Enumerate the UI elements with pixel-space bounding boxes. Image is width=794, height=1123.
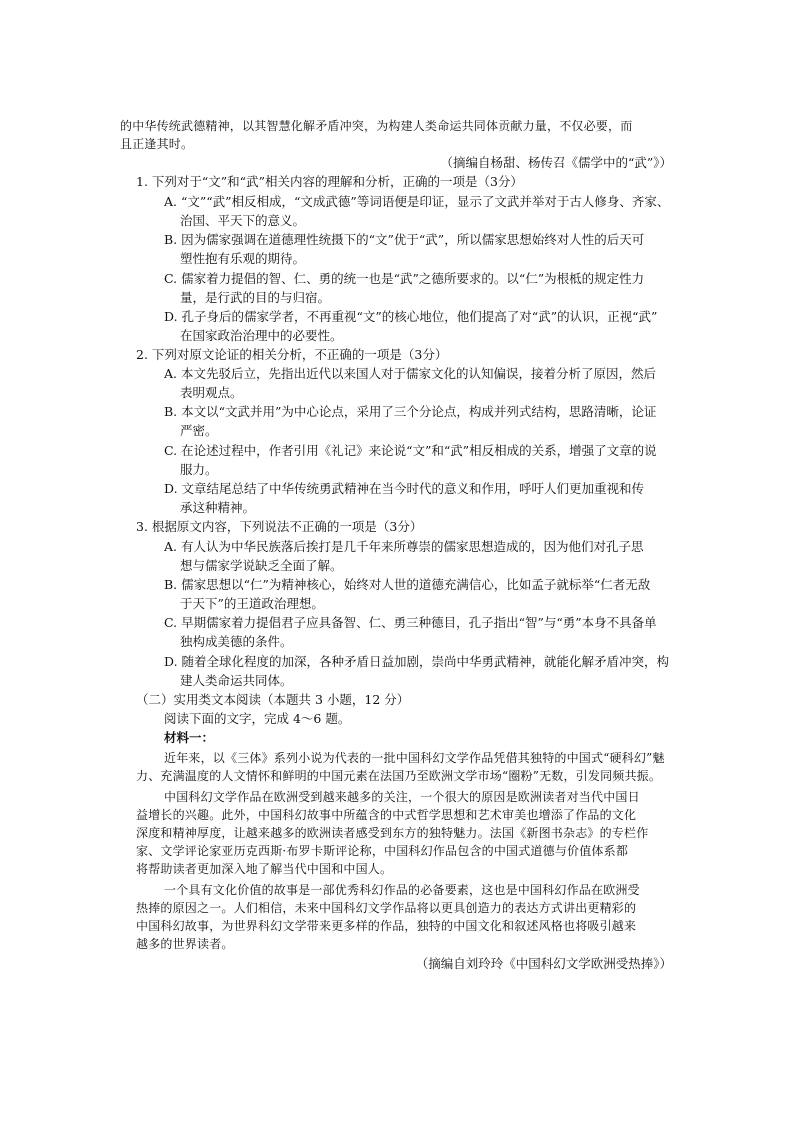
q3-option-a: A. 有人认为中华民族落后挨打是几千年来所尊崇的儒家思想造成的，因为他们对孔子思 <box>164 539 644 554</box>
q3-option-c: C. 早期儒家着力提倡君子应具备智、仁、勇三种德目，孔子指出“智”与“勇”本身不具备单 <box>164 615 657 630</box>
q2-option-b-cont: 严密。 <box>180 423 218 438</box>
q1-option-c: C. 儒家着力提倡的智、仁、勇的统一也是“武”之德所要求的。以“仁”为根柢的规定性力 <box>164 271 645 286</box>
material-1-p1-line-1: 近年来，以《三体》系列小说为代表的一批中国科幻文学作品凭借其独特的中国式“硬科幻”魅 <box>164 751 665 765</box>
q1-option-a: A. “文”“武”相反相成，“文成武德”等词语便是印证，显示了文武并举对于古人修身、齐家、 <box>164 194 670 209</box>
q3-option-c-cont: 独构成美德的条件。 <box>180 634 293 649</box>
q1-option-d: D. 孔子身后的儒家学者，不再重视“文”的核心地位，他们提高了对“武”的认识，正视“武” <box>164 309 658 324</box>
q3-option-a-cont: 想与儒家学说缺乏全面了解。 <box>180 558 343 573</box>
material-1-source: （摘编自刘玲玲《中国科幻文学欧洲受热捧》） <box>415 956 672 971</box>
q2-option-d: D. 文章结尾总结了中华传统勇武精神在当今时代的意义和作用，呼吁人们更加重视和传 <box>164 481 645 496</box>
material-1-p3-line-4: 越多的世界读者。 <box>136 937 234 951</box>
intro-source: （摘编自杨甜、杨传召《儒学中的“武”》） <box>440 155 672 170</box>
q1-option-a-cont: 治国、平天下的意义。 <box>180 213 306 228</box>
material-1-p3-line-3: 中国科幻故事，为世界科幻文学带来更多样的作品，独特的中国文化和叙述风格也将吸引越来 <box>136 919 637 933</box>
material-1-p2-line-2: 益增长的兴趣。此外，中国科幻故事中所蕴含的中式哲学思想和艺术审美也增添了作品的文化 <box>136 808 637 822</box>
question-1-stem: 1. 下列对于“文”和“武”相关内容的理解和分析，正确的一项是（3分） <box>136 174 523 189</box>
material-1-label: 材料一： <box>164 730 215 745</box>
intro-line-1: 的中华传统武德精神，以其智慧化解矛盾冲突，为构建人类命运共同体贡献力量，不仅必要，而 <box>120 119 633 133</box>
section-2-instruction: 阅读下面的文字，完成 4～6 题。 <box>164 711 351 726</box>
intro-line-2: 且正逢其时。 <box>120 137 194 151</box>
material-1-p2-line-4: 家、文学评论家亚历克西斯·布罗卡斯评论称，中国科幻作品包含的中国式道德与价值体系都 <box>136 844 629 858</box>
q1-option-c-cont: 量，是行武的目的与归宿。 <box>180 290 331 305</box>
q2-option-a-cont: 表明观点。 <box>180 385 243 400</box>
q1-option-b-cont: 塑性抱有乐观的期待。 <box>180 251 306 266</box>
material-1-p2-line-3: 深度和精神厚度，让越来越多的欧洲读者感受到东方的独特魅力。法国《新图书杂志》的专栏作 <box>136 826 649 840</box>
section-2-heading: （二）实用类文本阅读（本题共 3 小题，12 分） <box>136 692 410 707</box>
question-3-stem: 3. 根据原文内容，下列说法不正确的一项是（3分） <box>136 519 423 534</box>
q1-option-b: B. 因为儒家强调在道德理性统摄下的“文”优于“武”，所以儒家思想始终对人性的后天可 <box>164 232 645 247</box>
q2-option-a: A. 本文先驳后立，先指出近代以来国人对于儒家文化的认知偏误，接着分析了原因，然后 <box>164 366 656 381</box>
q2-option-d-cont: 承这种精神。 <box>180 500 256 515</box>
material-1-p3-line-1: 一个具有文化价值的故事是一部优秀科幻作品的必备要素，这也是中国科幻作品在欧洲受 <box>164 883 640 897</box>
q2-option-c: C. 在论述过程中，作者引用《礼记》来论说“文”和“武”相反相成的关系，增强了文章的说 <box>164 443 657 458</box>
material-1-p1-line-2: 力、充满温度的人文情怀和鲜明的中国元素在法国乃至欧洲文学市场“圈粉”无数，引发同频共振。 <box>136 769 662 783</box>
q2-option-c-cont: 服力。 <box>180 462 218 477</box>
q3-option-b: B. 儒家思想以“仁”为精神核心，始终对人世的道德充满信心，比如孟子就标举“仁者无敌 <box>164 577 651 592</box>
q3-option-d-cont: 建人类命运共同体。 <box>180 673 293 688</box>
q3-option-d: D. 随着全球化程度的加深，各种矛盾日益加剧，崇尚中华勇武精神，就能化解矛盾冲突，构 <box>164 654 670 669</box>
material-1-p2-line-1: 中国科幻文学作品在欧洲受到越来越多的关注，一个很大的原因是欧洲读者对当代中国日 <box>164 790 640 804</box>
q3-option-b-cont: 于天下”的王道政治理想。 <box>180 596 324 611</box>
question-2-stem: 2. 下列对原文论证的相关分析，不正确的一项是（3分） <box>136 347 448 362</box>
material-1-p3-line-2: 热捧的原因之一。人们相信，未来中国科幻文学作品将以更具创造力的表达方式讲出更精彩的 <box>136 901 637 915</box>
material-1-p2-line-5: 将帮助读者更加深入地了解当代中国和中国人。 <box>136 862 393 876</box>
q1-option-d-cont: 在国家政治治理中的必要性。 <box>180 328 343 343</box>
q2-option-b: B. 本文以“文武并用”为中心论点，采用了三个分论点，构成并列式结构，思路清晰，论证 <box>164 404 657 419</box>
